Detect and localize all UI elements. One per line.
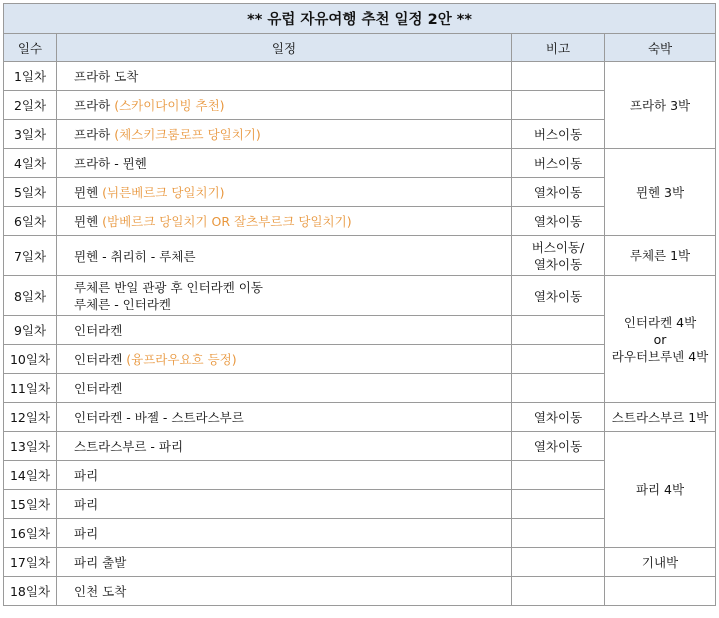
plan-cell[interactable] — [57, 461, 512, 490]
day-cell[interactable]: 6일차 — [4, 207, 57, 236]
note-cell[interactable] — [512, 316, 605, 345]
day-cell[interactable]: 10일차 — [4, 345, 57, 374]
table-row — [4, 548, 716, 577]
plan-text: 스트라스부르 - 파리 — [74, 439, 184, 454]
plan-highlight: (체스키크룸로프 당일치기) — [114, 127, 261, 142]
day-cell[interactable]: 3일차 — [4, 120, 57, 149]
plan-cell[interactable] — [57, 519, 512, 548]
table-row — [4, 403, 716, 432]
note-line-1: 버스이동/ — [531, 239, 585, 255]
stay-cell-paris[interactable]: 파리 4박 — [605, 432, 716, 548]
table-row — [4, 149, 716, 178]
stay-cell-empty[interactable] — [605, 577, 716, 606]
plan-line-2: 루체른 - 인터라켄 — [74, 296, 171, 312]
day-cell[interactable]: 8일차 — [4, 276, 57, 316]
plan-cell[interactable] — [57, 120, 512, 149]
note-cell[interactable]: 버스이동 — [512, 149, 605, 178]
plan-text: 인천 도착 — [74, 584, 127, 599]
header-note[interactable]: 비고 — [512, 34, 605, 62]
day-cell[interactable]: 14일차 — [4, 461, 57, 490]
note-cell[interactable]: 열차이동 — [512, 178, 605, 207]
note-line-2: 열차이동 — [533, 256, 583, 272]
plan-text: 프라하 도착 — [74, 69, 139, 84]
plan-cell[interactable] — [57, 316, 512, 345]
plan-text: 인터라켄 - 바젤 - 스트라스부르 — [74, 410, 244, 425]
plan-text: 파리 — [74, 497, 99, 512]
plan-cell[interactable] — [57, 577, 512, 606]
plan-text: 프라하 - 뮌헨 — [74, 156, 147, 171]
plan-text: 파리 — [74, 526, 99, 541]
table-row — [4, 62, 716, 91]
plan-text: 파리 — [74, 468, 99, 483]
plan-cell[interactable] — [57, 62, 512, 91]
plan-cell[interactable] — [57, 149, 512, 178]
plan-cell[interactable] — [57, 490, 512, 519]
day-cell[interactable]: 17일차 — [4, 548, 57, 577]
header-day[interactable]: 일수 — [4, 34, 57, 62]
table-row — [4, 577, 716, 606]
plan-highlight: (뉘른베르크 당일치기) — [102, 185, 225, 200]
note-cell[interactable]: 열차이동 — [512, 403, 605, 432]
plan-cell[interactable] — [57, 236, 512, 276]
stay-cell-interlaken[interactable] — [605, 276, 716, 403]
day-cell[interactable]: 15일차 — [4, 490, 57, 519]
note-cell[interactable]: 열차이동 — [512, 207, 605, 236]
plan-text: 프라하 — [74, 98, 115, 113]
day-cell[interactable]: 7일차 — [4, 236, 57, 276]
note-cell[interactable] — [512, 461, 605, 490]
table-row — [4, 236, 716, 276]
plan-highlight: (융프라우요흐 등정) — [126, 352, 237, 367]
note-cell[interactable] — [512, 62, 605, 91]
plan-cell[interactable] — [57, 403, 512, 432]
plan-cell[interactable] — [57, 91, 512, 120]
stay-line-2: or — [653, 331, 667, 347]
note-cell[interactable] — [512, 490, 605, 519]
plan-text: 인터라켄 — [74, 323, 123, 338]
note-cell[interactable]: 열차이동 — [512, 432, 605, 461]
plan-cell[interactable] — [57, 207, 512, 236]
table-row — [4, 432, 716, 461]
stay-line-3: 라우터브루넨 4박 — [611, 348, 709, 364]
day-cell[interactable]: 13일차 — [4, 432, 57, 461]
plan-text: 뮌헨 — [74, 214, 103, 229]
note-cell[interactable] — [512, 548, 605, 577]
day-cell[interactable]: 11일차 — [4, 374, 57, 403]
plan-text: 프라하 — [74, 127, 115, 142]
stay-line-1: 인터라켄 4박 — [623, 314, 697, 330]
plan-line-1: 루체른 반일 관광 후 인터라켄 이동 — [74, 279, 263, 295]
plan-cell[interactable] — [57, 345, 512, 374]
table-title[interactable]: ** 유럽 자유여행 추천 일정 2안 ** — [4, 4, 716, 34]
note-cell[interactable] — [512, 91, 605, 120]
header-plan[interactable]: 일정 — [57, 34, 512, 62]
plan-text: 뮌헨 - 취리히 - 루체른 — [74, 248, 196, 264]
table-row — [4, 276, 716, 316]
day-cell[interactable]: 12일차 — [4, 403, 57, 432]
plan-cell[interactable] — [57, 374, 512, 403]
day-cell[interactable]: 2일차 — [4, 91, 57, 120]
day-cell[interactable]: 16일차 — [4, 519, 57, 548]
note-cell[interactable] — [512, 519, 605, 548]
note-cell[interactable]: 버스이동 — [512, 120, 605, 149]
note-cell[interactable] — [512, 577, 605, 606]
day-cell[interactable]: 5일차 — [4, 178, 57, 207]
note-cell[interactable] — [512, 374, 605, 403]
note-cell[interactable] — [512, 345, 605, 374]
stay-cell-strasbourg[interactable]: 스트라스부르 1박 — [605, 403, 716, 432]
plan-cell[interactable] — [57, 178, 512, 207]
plan-text: 인터라켄 — [74, 352, 127, 367]
plan-highlight: (스카이다이빙 추천) — [114, 98, 225, 113]
stay-cell-prague[interactable]: 프라하 3박 — [605, 62, 716, 149]
plan-text: 뮌헨 — [74, 185, 103, 200]
stay-cell-inflight[interactable]: 기내박 — [605, 548, 716, 577]
note-cell[interactable] — [512, 236, 605, 276]
plan-text: 인터라켄 — [74, 381, 123, 396]
day-cell[interactable]: 1일차 — [4, 62, 57, 91]
day-cell[interactable]: 4일차 — [4, 149, 57, 178]
day-cell[interactable]: 18일차 — [4, 577, 57, 606]
plan-cell[interactable] — [57, 548, 512, 577]
day-cell[interactable]: 9일차 — [4, 316, 57, 345]
itinerary-sheet — [3, 3, 716, 606]
stay-cell-munich[interactable]: 뮌헨 3박 — [605, 149, 716, 236]
plan-cell[interactable] — [57, 432, 512, 461]
header-stay[interactable]: 숙박 — [605, 34, 716, 62]
stay-cell-lucerne[interactable]: 루체른 1박 — [605, 236, 716, 276]
plan-text: 파리 출발 — [74, 555, 127, 570]
note-cell[interactable]: 열차이동 — [512, 276, 605, 316]
itinerary-table — [3, 3, 716, 606]
plan-cell[interactable] — [57, 276, 512, 316]
plan-highlight: (밤베르크 당일치기 OR 잘츠부르크 당일치기) — [102, 214, 352, 229]
